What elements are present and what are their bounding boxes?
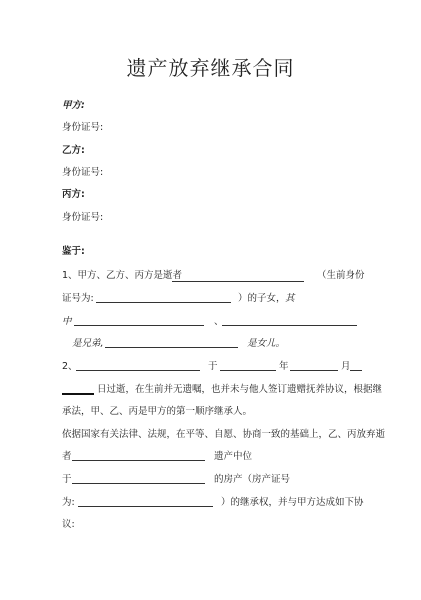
party-b-label: 乙方: (62, 145, 85, 156)
clause2-on: 于 (208, 361, 218, 372)
decedent-name-blank-2 (76, 370, 200, 371)
clause3-cert-label: 为: (62, 497, 75, 508)
clause3-decedent: 者 (62, 451, 72, 462)
clause1-among: 其 (285, 293, 295, 304)
contract-title: 遗产放弃继承合同 (126, 56, 295, 80)
property-cert-blank (78, 506, 213, 507)
clause1-separator: 、 (214, 316, 224, 327)
daughter-blank (105, 347, 238, 348)
whereas-label: 鉴于: (62, 246, 85, 257)
clause1-brothers: 是兄弟, (72, 338, 104, 349)
clause1-children: ）的子女， (238, 293, 286, 304)
clause1-intro: 1、甲方、乙方、丙方是逝者 (62, 270, 183, 281)
party-a-label: 甲方: (62, 100, 85, 111)
clause1-among-cont: 中 (62, 316, 72, 327)
year-blank (220, 370, 276, 371)
decedent-name-blank (172, 281, 304, 282)
party-c-label: 丙方: (62, 189, 85, 200)
clause1-id-open: （生前身份 (317, 270, 365, 281)
decedent-id-blank (96, 302, 231, 303)
clause2-body-cont: 承法，甲、乙、丙是甲方的第一顺序继承人。 (62, 406, 253, 417)
property-location-blank (72, 483, 205, 484)
party-b-id-label: 身份证号: (62, 167, 104, 178)
party-c-id-label: 身份证号: (62, 212, 104, 223)
clause2-body: 日过逝，在生前并无遗嘱，也并未与他人签订遗赠抚养协议，根据继 (97, 384, 383, 395)
clause3-located: 于 (62, 474, 72, 485)
month-blank (290, 370, 338, 371)
day-blank-a (350, 370, 362, 371)
clause3-intro: 依据国家有关法律、法规，在平等、自愿、协商一致的基础上，乙、丙放弃逝 (62, 429, 386, 440)
decedent-name-blank-3 (72, 460, 205, 461)
clause1-daughter: 是女儿。 (247, 338, 286, 349)
clause1-id-label: 证号为: (62, 293, 94, 304)
sibling1-blank (74, 325, 204, 326)
clause3-agreement: 议: (62, 519, 75, 530)
clause3-waiver: ）的继承权，并与甲方达成如下协 (221, 497, 364, 508)
clause2-year: 年 (279, 361, 289, 372)
clause2-number: 2、 (62, 361, 78, 372)
clause2-month: 月 (341, 361, 351, 372)
clause3-property: 的房产（房产证号 (214, 474, 291, 485)
clause3-estate: 遗产中位 (214, 451, 253, 462)
day-blank-b (62, 393, 94, 395)
sibling2-blank (222, 325, 357, 326)
party-a-id-label: 身份证号: (62, 122, 104, 133)
